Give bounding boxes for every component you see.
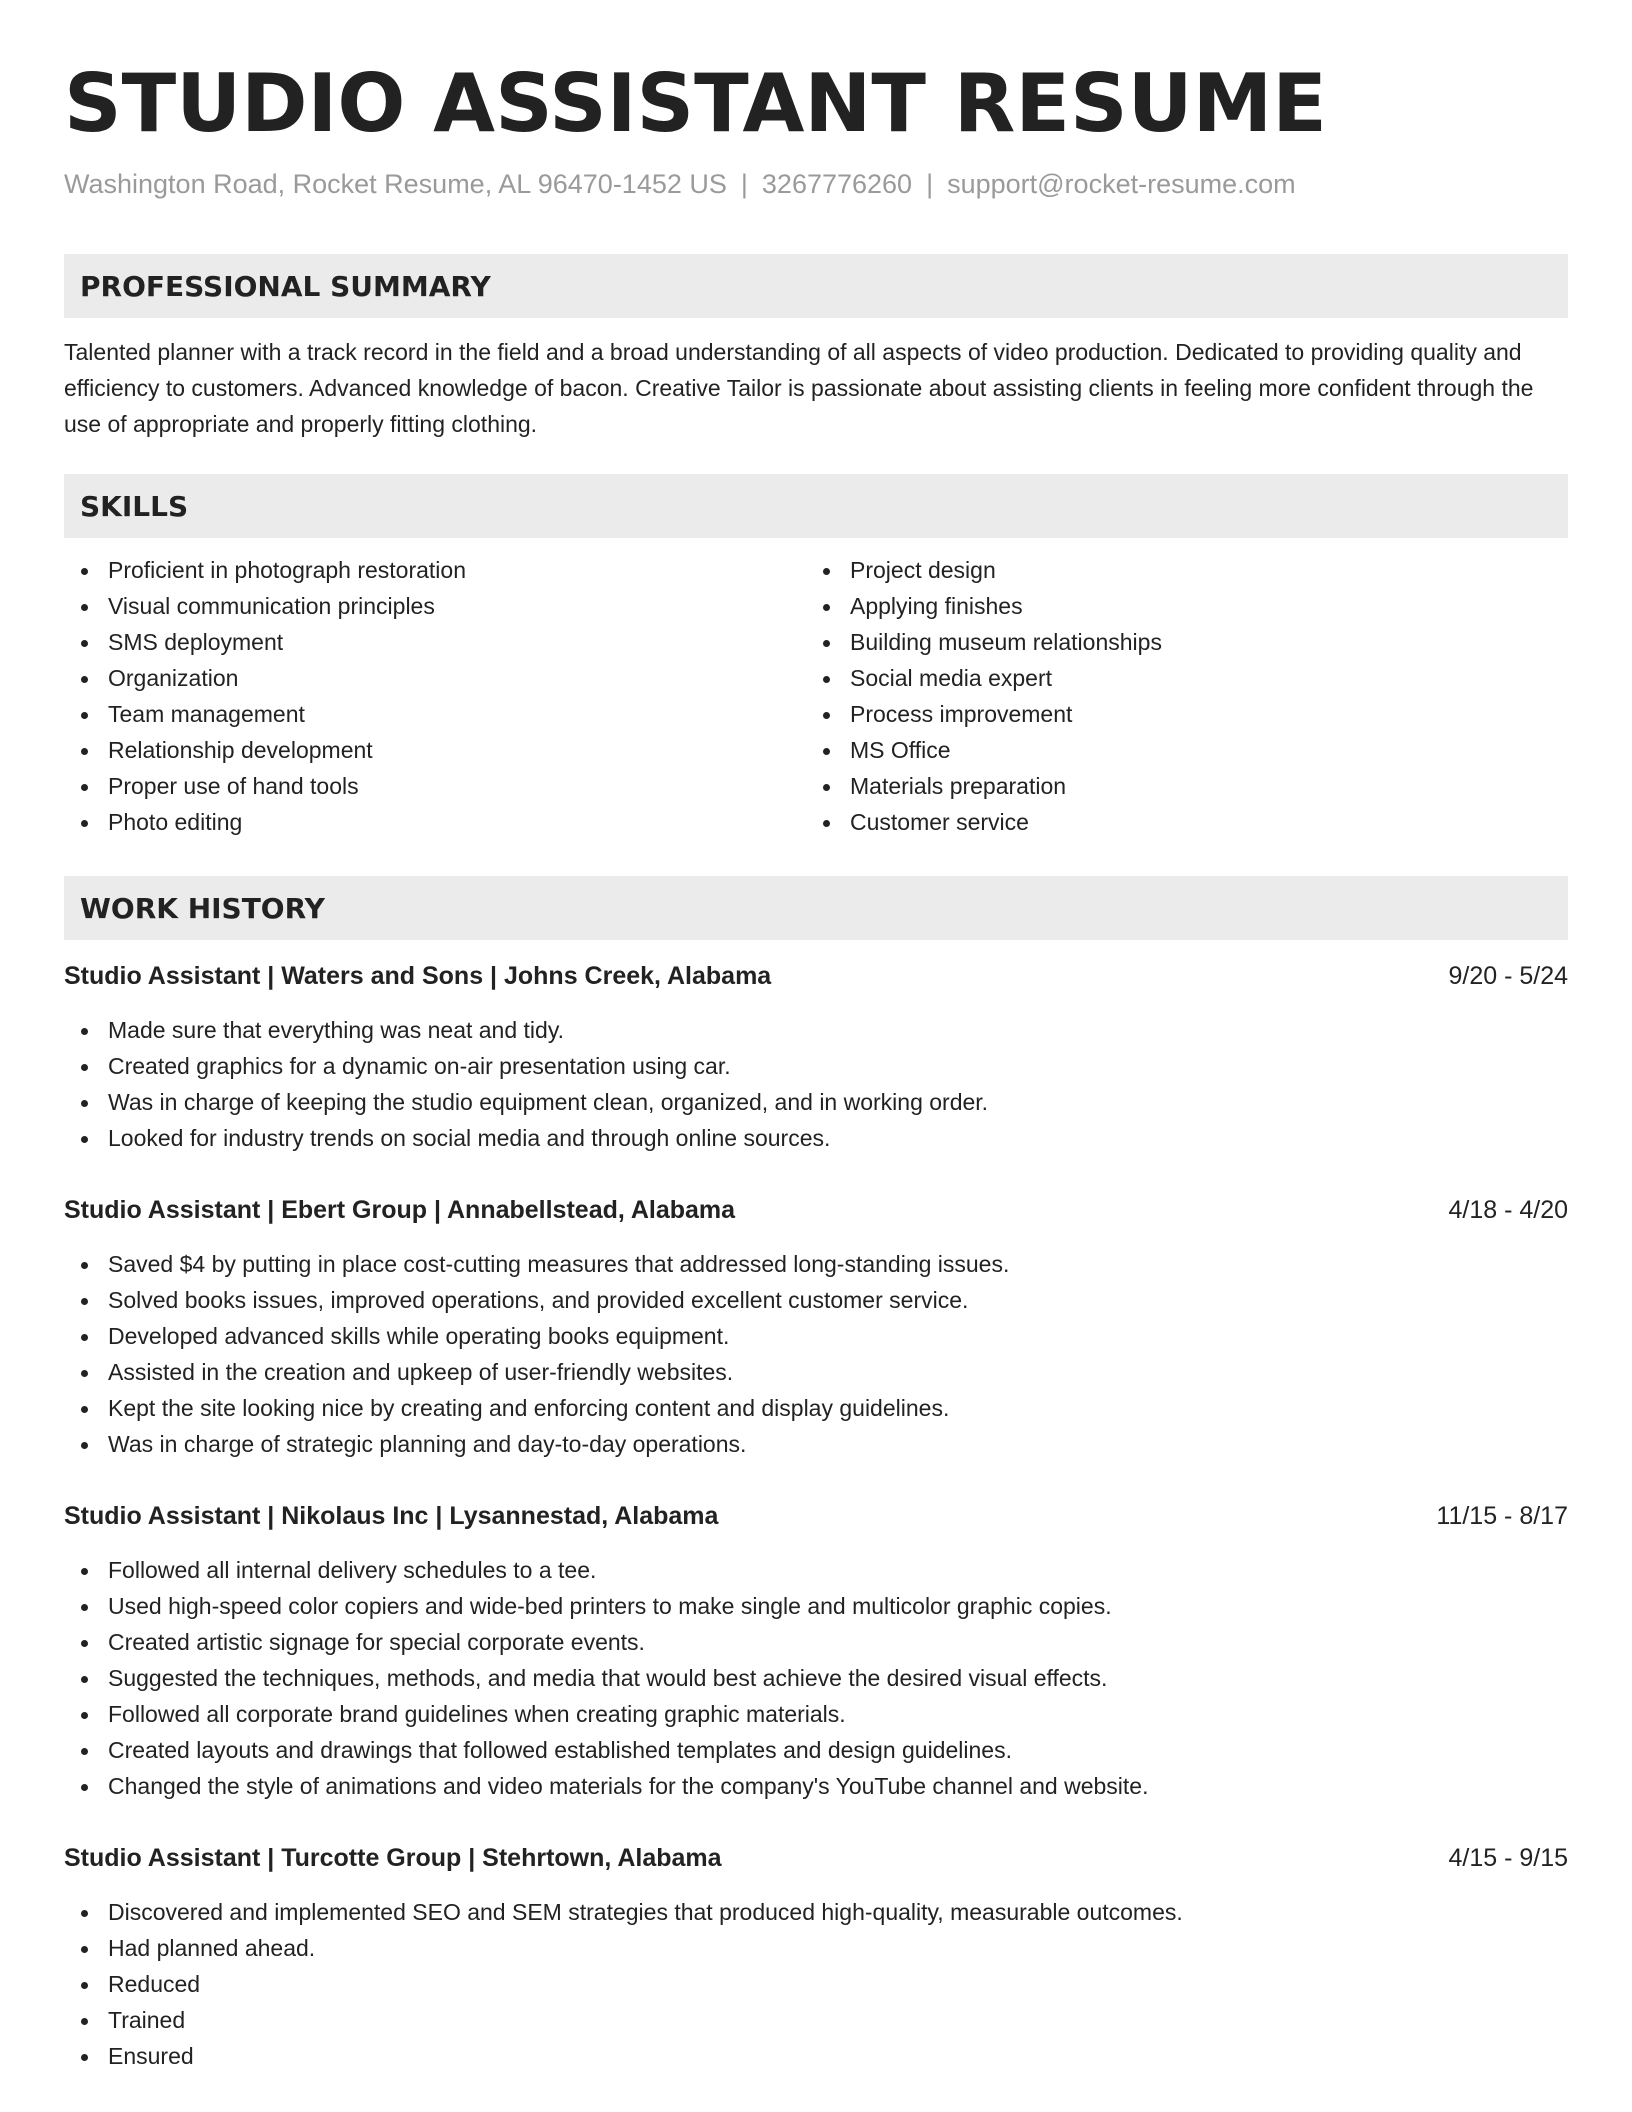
skill-item: Organization xyxy=(108,660,806,696)
job-header xyxy=(64,1498,1568,1534)
job-bullet: Followed all corporate brand guidelines when creating graphic materials. xyxy=(64,1696,1568,1732)
job-bullet: Had planned ahead. xyxy=(64,1930,1568,1966)
skill-item: Proper use of hand tools xyxy=(108,768,806,804)
job-header xyxy=(64,1192,1568,1228)
contact-address: Washington Road, Rocket Resume, AL 96470-1452 US xyxy=(64,169,727,199)
skills-right-column xyxy=(806,552,1548,840)
skill-item: MS Office xyxy=(850,732,1548,768)
job-header xyxy=(64,1840,1568,1876)
job-bullets xyxy=(64,1552,1568,1804)
job-dates: 11/15 - 8/17 xyxy=(1436,1502,1568,1530)
job-title: Studio Assistant | Nikolaus Inc | Lysannestad, Alabama xyxy=(64,1502,719,1530)
resume-title: STUDIO ASSISTANT RESUME xyxy=(64,57,1327,150)
job-dates: 4/15 - 9/15 xyxy=(1448,1844,1568,1872)
skill-item: Visual communication principles xyxy=(108,588,806,624)
job-bullet: Was in charge of keeping the studio equipment clean, organized, and in working order. xyxy=(64,1084,1568,1120)
job-entry xyxy=(64,958,1568,1156)
work-history-section xyxy=(64,876,1568,2074)
skill-item: Process improvement xyxy=(850,696,1548,732)
skill-item: Materials preparation xyxy=(850,768,1548,804)
job-bullet: Developed advanced skills while operating books equipment. xyxy=(64,1318,1568,1354)
skill-item: Relationship development xyxy=(108,732,806,768)
skills-heading: SKILLS xyxy=(64,474,1568,538)
job-bullet: Created artistic signage for special corporate events. xyxy=(64,1624,1568,1660)
job-bullet: Followed all internal delivery schedules to a tee. xyxy=(64,1552,1568,1588)
skill-item: Customer service xyxy=(850,804,1548,840)
summary-section xyxy=(64,254,1568,442)
job-bullet: Changed the style of animations and video materials for the company's YouTube channel and website. xyxy=(64,1768,1568,1804)
job-bullet: Ensured xyxy=(64,2038,1568,2074)
job-bullets xyxy=(64,1012,1568,1156)
job-bullet: Created layouts and drawings that followed established templates and design guidelines. xyxy=(64,1732,1568,1768)
skill-item: Proficient in photograph restoration xyxy=(108,552,806,588)
job-bullet: Suggested the techniques, methods, and media that would best achieve the desired visual effects. xyxy=(64,1660,1568,1696)
skill-item: Project design xyxy=(850,552,1548,588)
job-bullet: Made sure that everything was neat and tidy. xyxy=(64,1012,1568,1048)
job-bullet: Saved $4 by putting in place cost-cutting measures that addressed long-standing issues. xyxy=(64,1246,1568,1282)
job-entry xyxy=(64,1840,1568,2074)
job-entry xyxy=(64,1192,1568,1462)
contact-line xyxy=(64,166,1296,202)
job-bullet: Reduced xyxy=(64,1966,1568,2002)
work-history-heading: WORK HISTORY xyxy=(64,876,1568,940)
job-bullet: Looked for industry trends on social media and through online sources. xyxy=(64,1120,1568,1156)
job-bullet: Discovered and implemented SEO and SEM strategies that produced high-quality, measurable outcomes. xyxy=(64,1894,1568,1930)
job-title: Studio Assistant | Ebert Group | Annabellstead, Alabama xyxy=(64,1196,736,1224)
skills-columns xyxy=(64,552,1568,840)
contact-separator: | xyxy=(926,169,934,199)
job-bullet: Was in charge of strategic planning and day-to-day operations. xyxy=(64,1426,1568,1462)
skill-item: Applying finishes xyxy=(850,588,1548,624)
skill-item: Social media expert xyxy=(850,660,1548,696)
job-list xyxy=(64,958,1568,2074)
job-bullet: Solved books issues, improved operations, and provided excellent customer service. xyxy=(64,1282,1568,1318)
job-bullets xyxy=(64,1894,1568,2074)
contact-separator: | xyxy=(740,169,748,199)
job-entry xyxy=(64,1498,1568,1804)
job-bullet: Created graphics for a dynamic on-air presentation using car. xyxy=(64,1048,1568,1084)
contact-phone: 3267776260 xyxy=(761,169,913,199)
skill-item: SMS deployment xyxy=(108,624,806,660)
skill-item: Team management xyxy=(108,696,806,732)
job-bullet: Used high-speed color copiers and wide-bed printers to make single and multicolor graphic copies. xyxy=(64,1588,1568,1624)
skills-left-column xyxy=(64,552,806,840)
job-bullet: Kept the site looking nice by creating and enforcing content and display guidelines. xyxy=(64,1390,1568,1426)
job-bullets xyxy=(64,1246,1568,1462)
job-dates: 9/20 - 5/24 xyxy=(1448,962,1568,990)
skills-section xyxy=(64,474,1568,840)
skill-item: Photo editing xyxy=(108,804,806,840)
job-dates: 4/18 - 4/20 xyxy=(1448,1196,1568,1224)
job-title: Studio Assistant | Turcotte Group | Stehrtown, Alabama xyxy=(64,1844,722,1872)
job-bullet: Trained xyxy=(64,2002,1568,2038)
job-bullet: Assisted in the creation and upkeep of user-friendly websites. xyxy=(64,1354,1568,1390)
summary-heading: PROFESSIONAL SUMMARY xyxy=(64,254,1568,318)
contact-email: support@rocket-resume.com xyxy=(947,169,1296,199)
job-header xyxy=(64,958,1568,994)
skill-item: Building museum relationships xyxy=(850,624,1548,660)
job-title: Studio Assistant | Waters and Sons | Johns Creek, Alabama xyxy=(64,962,772,990)
summary-text: Talented planner with a track record in the field and a broad understanding of all aspects of video production. Dedicated to providing quality and efficiency to customers. Advanced knowledge of bacon. Creative Tailor is passionate about assisting clients in feeling more confident through the use of appropriate and properly fitting clothing. xyxy=(64,339,1534,437)
